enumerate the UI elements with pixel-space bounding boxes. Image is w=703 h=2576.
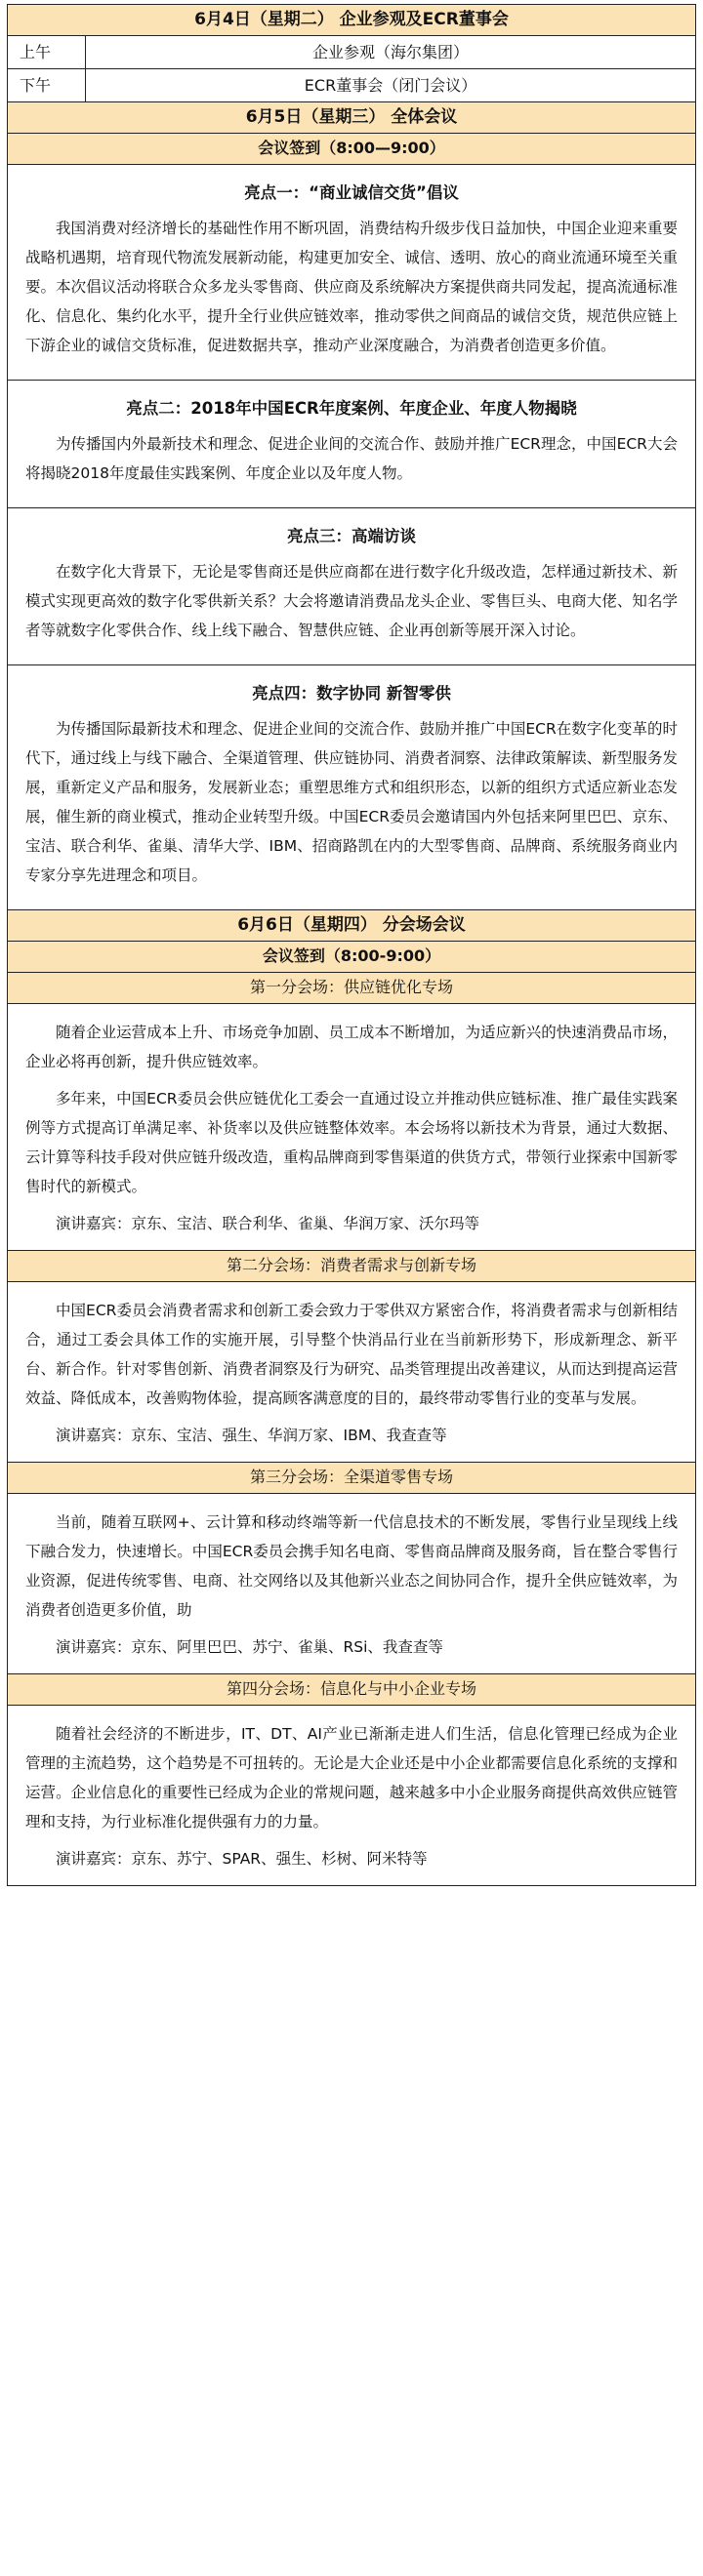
forum-paragraph: 中国ECR委员会消费者需求和创新工委会致力于零供双方紧密合作，将消费者需求与创新相结合，通过工委会具体工作的实施开展，引导整个快消品行业在当前新形势下，形成新理念、新平台、新合作。针对零售创新、消费者洞察及行为研究、品类管理提出改善建议，从而达到提高运营效益、降低成本，改善购物体验，提高顾客满意度的目的，最终带动零售行业的变革与发展。 <box>25 1302 678 1407</box>
forum-paragraph: 随着企业运营成本上升、市场竞争加剧、员工成本不断增加，为适应新兴的快速消费品市场，企业必将再创新，提升供应链效率。 <box>25 1024 678 1070</box>
highlight-paragraph: 为传播国内外最新技术和理念、促进企业间的交流合作、鼓励并推广ECR理念，中国ECR大会将揭晓2018年度最佳实践案例、年度企业以及年度人物。 <box>25 435 678 482</box>
highlight-title: 亮点二：2018年中国ECR年度案例、年度企业、年度人物揭晓 <box>126 399 577 418</box>
highlight-3 <box>8 508 695 665</box>
forum-4-body <box>8 1706 695 1885</box>
day2-header: 6月5日（星期三） 全体会议 <box>8 102 695 134</box>
forum-3-body <box>8 1494 695 1674</box>
forum-paragraph: 当前，随着互联网+、云计算和移动终端等新一代信息技术的不断发展，零售行业呈现线上线下融合发力，快速增长。中国ECR委员会携手知名电商、零售商品牌商及服务商，旨在整合零售行业资源，促进传统零售、电商、社交网络以及其他新兴业态之间协同合作，提升全供应链效率，为消费者创造更多价值，助 <box>25 1513 678 1619</box>
morning-value: 企业参观（海尔集团） <box>311 43 469 61</box>
highlight-title: 亮点一：“商业诚信交货”倡议 <box>244 183 459 202</box>
day2-signin: 会议签到（8:00—9:00） <box>8 134 695 165</box>
highlight-title: 亮点四：数字协同 新智零供 <box>252 684 451 703</box>
day1-header: 6月4日（星期二） 企业参观及ECR董事会 <box>8 5 695 36</box>
highlight-paragraph: 为传播国际最新技术和理念、促进企业间的交流合作、鼓励并推广中国ECR在数字化变革的时代下，通过线上与线下融合、全渠道管理、供应链协同、消费者洞察、法律政策解读、新型服务发展，重新定义产品和服务，发展新业态；重塑思维方式和组织形态，以新的组织方式适应新业态发展，催生新的商业模式，推动企业转型升级。中国ECR委员会邀请国内外包括来阿里巴巴、京东、宝洁、联合利华、雀巢、清华大学、IBM、招商路凯在内的大型零售商、品牌商、系统服务商业内专家分享先进理念和项目。 <box>25 720 678 884</box>
forum-speakers: 演讲嘉宾：京东、宝洁、联合利华、雀巢、华润万家、沃尔玛等 <box>56 1215 480 1232</box>
forum-3-title: 第三分会场：全渠道零售专场 <box>8 1463 695 1494</box>
afternoon-label: 下午 <box>8 69 86 101</box>
highlight-1 <box>8 165 695 381</box>
forum-4-title: 第四分会场：信息化与中小企业专场 <box>8 1674 695 1706</box>
morning-label: 上午 <box>8 36 86 68</box>
agenda-table <box>7 4 696 1886</box>
forum-1-title: 第一分会场：供应链优化专场 <box>8 973 695 1004</box>
forum-2-title: 第二分会场：消费者需求与创新专场 <box>8 1251 695 1282</box>
afternoon-value: ECR董事会（闭门会议） <box>304 76 477 95</box>
forum-paragraph: 多年来，中国ECR委员会供应链优化工委会一直通过设立并推动供应链标准、推广最佳实践案例等方式提高订单满足率、补货率以及供应链整体效率。本会场将以新技术为背景，通过大数据、云计算等科技手段对供应链升级改造，重构品牌商到零售渠道的供货方式，带领行业探索中国新零售时代的新模式。 <box>25 1090 678 1195</box>
forum-paragraph: 随着社会经济的不断进步，IT、DT、AI产业已渐渐走进人们生活，信息化管理已经成为企业管理的主流趋势，这个趋势是不可扭转的。无论是大企业还是中小企业都需要信息化系统的支撑和运营。企业信息化的重要性已经成为企业的常规问题，越来越多中小企业服务商提供高效供应链管理和支持，为行业标准化提供强有力的力量。 <box>25 1725 678 1831</box>
forum-2-body <box>8 1282 695 1463</box>
day3-header: 6月6日（星期四） 分会场会议 <box>8 910 695 942</box>
highlight-paragraph: 我国消费对经济增长的基础性作用不断巩固，消费结构升级步伐日益加快，中国企业迎来重要战略机遇期，培育现代物流发展新动能，构建更加安全、诚信、透明、放心的商业流通环境至关重要。本次倡议活动将联合众多龙头零售商、供应商及系统解决方案提供商共同发起，提高流通标准化、信息化、集约化水平，提升全行业供应链效率，推动零供之间商品的诚信交货，规范供应链上下游企业的诚信交货标准，促进数据共享，推动产业深度融合，为消费者创造更多价值。 <box>25 220 678 354</box>
highlight-paragraph: 在数字化大背景下，无论是零售商还是供应商都在进行数字化升级改造，怎样通过新技术、新模式实现更高效的数字化零供新关系？大会将邀请消费品龙头企业、零售巨头、电商大佬、知名学者等就数字化零供合作、线上线下融合、智慧供应链、企业再创新等展开深入讨论。 <box>25 563 678 639</box>
highlight-title: 亮点三：高端访谈 <box>287 527 416 545</box>
forum-speakers: 演讲嘉宾：京东、宝洁、强生、华润万家、IBM、我查查等 <box>56 1427 447 1444</box>
day3-signin: 会议签到（8:00-9:00） <box>8 942 695 973</box>
day1-afternoon-row <box>8 69 695 102</box>
forum-speakers: 演讲嘉宾：京东、阿里巴巴、苏宁、雀巢、RSi、我查查等 <box>56 1638 443 1656</box>
highlight-2 <box>8 381 695 508</box>
highlight-4 <box>8 665 695 910</box>
day1-morning-row <box>8 36 695 69</box>
forum-speakers: 演讲嘉宾：京东、苏宁、SPAR、强生、杉树、阿米特等 <box>56 1850 428 1868</box>
forum-1-body <box>8 1004 695 1251</box>
